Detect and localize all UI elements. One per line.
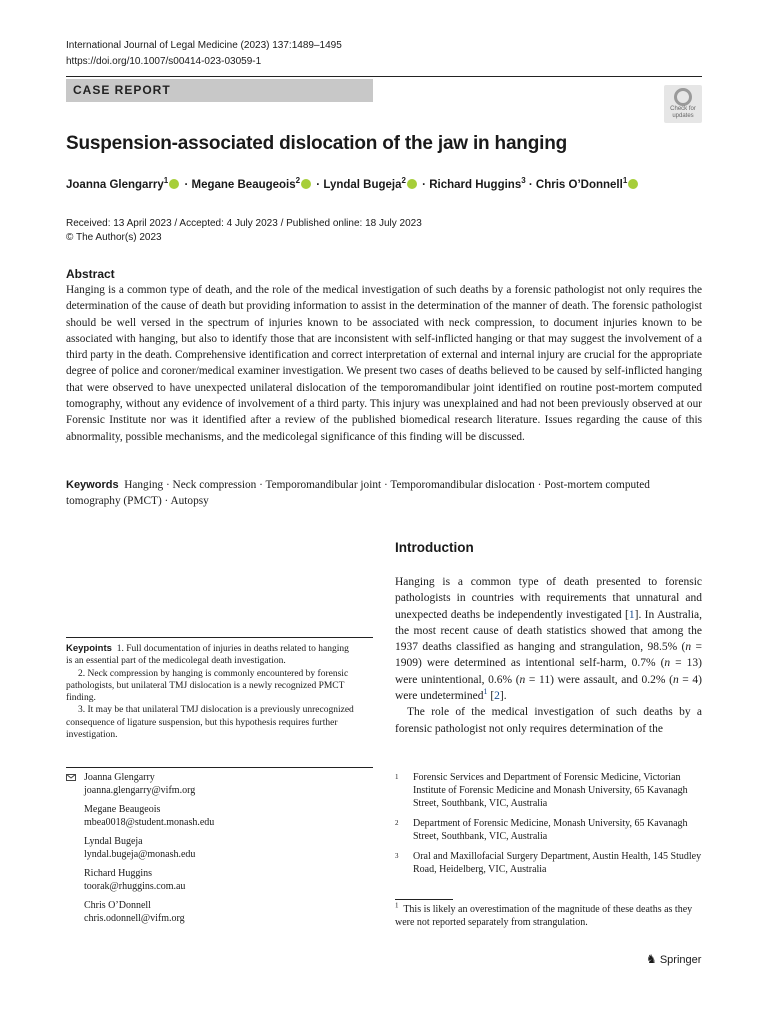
footnote-link[interactable]: 1 [483,687,488,697]
contact-name: Megane Beaugeois [84,804,161,815]
keywords [66,477,702,510]
affiliation-number: 2 [395,819,399,827]
article-title: Suspension-associated dislocation of the jaw in hanging [66,133,568,154]
author-name[interactable]: Megane Beaugeois [191,179,296,191]
publisher-name: Springer [659,954,702,966]
springer-horse-icon: ♞ [646,952,657,966]
introduction-heading: Introduction [395,540,474,555]
contact-name: Chris O’Donnell [84,900,151,911]
contact-entry [84,771,214,797]
contact-email[interactable]: toorak@rhuggins.com.au [84,881,186,892]
contact-email[interactable]: mbea0018@student.monash.edu [84,817,215,828]
citation-link[interactable]: 1 [628,608,635,621]
affiliation-number: 1 [395,773,399,781]
keypoint-item: Keypoints 1. Full documentation of injuries in deaths related to hanging is an essential part of the medicolegal death investigation. [66,643,349,667]
contact-name: Joanna Glengarry [84,772,155,783]
affiliations [395,771,702,876]
keywords-label: Keywords [66,479,119,491]
contact-entry [84,835,214,861]
introduction-paragraph: Hanging is a common type of death presented to forensic pathologists in countries with requirements that unnatural and unexpected deaths be independently investigated [1]. In Australia, the most recent cause of death statistics showed that among the 1937 deaths classified as hanging and strangulation, 98.5% (n = 1909) were determined as intentional self-harm, 0.7% (n = 13) were unintentional, 0.6% (n = 11) were assault, and 0.2% (n = 4) were undetermined$^1$ [2]. [395,576,702,703]
author-name[interactable]: Richard Huggins [429,179,522,191]
copyright-line: © The Author(s) 2023 [66,232,162,243]
orcid-icon[interactable] [407,179,417,189]
orcid-icon[interactable] [301,179,311,189]
footnote-rule [395,899,453,900]
contact-entry [84,899,214,925]
journal-citation: International Journal of Legal Medicine (2023) 137:1489–1495 [66,40,342,51]
author-affiliation-mark: 1 [163,176,169,186]
citation-link[interactable]: 2 [494,690,500,703]
publisher-logo [646,952,701,966]
contact-entry [84,803,214,829]
abstract-text: Hanging is a common type of death, and the role of the medical investigation of such deaths by a forensic pathologist not only requires the determination of the cause of death but providing information to assist in the determination of the manner of death. The forensic pathologist should be well versed in the spectrum of injuries known to be associated with neck compression, to document injuries known to be associated with hanging, but also to identify those that are inconsistent with self-inflicted hanging or that may suggest the involvement of a third party in the death. Comprehensive identification and correct interpretation of external and internal injury are crucial for the appropriate degree of police and coroner/medical examiner investigation. We present two cases of deaths believed to be caused by self-inflicted hanging that were observed to have unexpected unilateral dislocation of the temporomandibular joint identified on routine post-mortem computed tomography, without any evidence of involvement of a third party. This injury was unexplained and had not been previously observed at our Forensic Institute nor was it identified after a review of the published biomedical research literature. Issues regarding the cause of this abnormality, possible mechanisms, and the medicolegal significance of this finding will be discussed. [66,284,702,443]
affiliation-text: Oral and Maxillofacial Surgery Department, Austin Health, 145 Studley Road, Heidelberg, VIC, Australia [413,851,702,875]
keypoint-item: 3. It may be that unilateral TMJ dislocation is a previously unrecognized consequence of ligature suspension, but this hypothesis requires further investigation. [66,705,354,741]
contact-entry [84,867,214,893]
check-updates-badge[interactable] [664,85,702,123]
author-list: Joanna Glengarry$^1$ · Megane Beaugeois$^2$ · Lyndal Bugeja$^2$ · Richard Huggins$^3$ · Chris O’Donnell$^1$ [66,179,640,191]
correspondence-rule [66,767,373,768]
affiliation-number: 3 [395,852,399,860]
abstract-heading: Abstract [66,267,115,281]
contact-email[interactable]: lyndal.bugeja@monash.edu [84,849,196,860]
keypoint-item: 2. Neck compression by hanging is commonly encountered by forensic pathologists, but unilateral TMJ dislocation is a newly recognized PMCT finding. [66,668,349,704]
mail-icon [66,774,76,781]
author-affiliation-mark: 1 [622,176,628,186]
footnote-number: 1 [395,901,399,910]
affiliation-entry [395,771,702,810]
author-affiliation-mark: 3 [521,176,526,186]
contact-name: Lyndal Bugeja [84,836,143,847]
keypoints-rule [66,637,373,638]
introduction-paragraph: The role of the medical investigation of such deaths by a forensic pathologist not only requires determination of the [395,706,702,735]
author-name[interactable]: Joanna Glengarry [66,179,164,191]
footnote [395,903,702,929]
orcid-icon[interactable] [169,179,179,189]
section-label: CASE REPORT [73,83,171,97]
orcid-icon[interactable] [628,179,638,189]
affiliation-entry [395,817,702,843]
introduction-text [395,574,702,737]
contact-name: Richard Huggins [84,868,153,879]
author-name[interactable]: Lyndal Bugeja [323,179,402,191]
footnote-text: This is likely an overestimation of the magnitude of these deaths as they were not reported separately from strangulation. [395,904,693,928]
check-updates-icon [674,88,692,106]
check-updates-line2: updates [672,113,694,119]
contact-email[interactable]: chris.odonnell@vifm.org [84,913,185,924]
header-rule [66,76,702,77]
keywords-text: Hanging · Neck compression · Temporomandibular joint · Temporomandibular dislocation · Post-mortem computed tomography (PMCT) · Autopsy [66,479,650,508]
affiliation-text: Department of Forensic Medicine, Monash University, 65 Kavanagh Street, Southbank, VIC, Australia [413,818,688,842]
keypoints-label: Keypoints [66,643,112,654]
affiliation-text: Forensic Services and Department of Forensic Medicine, Victorian Institute of Forensic Medicine and Monash University, 65 Kavanagh Street, Southbank, VIC, Australia [413,772,688,809]
keypoints-box [66,643,356,741]
author-affiliation-mark: 2 [401,176,406,186]
correspondence-list [84,771,214,925]
author-affiliation-mark: 2 [295,176,301,186]
contact-email[interactable]: joanna.glengarry@vifm.org [84,785,196,796]
affiliation-entry [395,850,702,876]
author-name[interactable]: Chris O’Donnell [535,179,623,191]
doi-link[interactable]: https://doi.org/10.1007/s00414-023-03059-1 [66,56,262,67]
publication-dates: Received: 13 April 2023 / Accepted: 4 July 2023 / Published online: 18 July 2023 [66,218,422,229]
check-updates-line1: Check for [670,106,696,112]
